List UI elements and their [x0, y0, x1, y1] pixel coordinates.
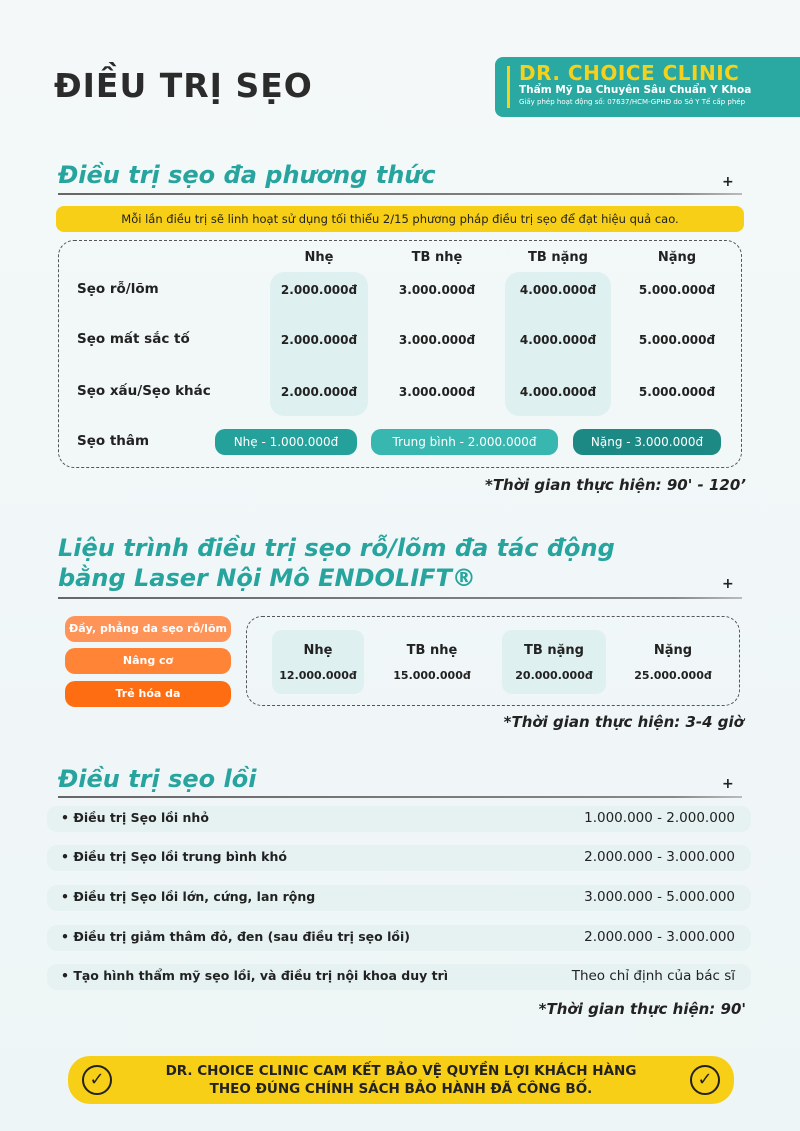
- table-cell: 4.000.000đ: [519, 333, 597, 347]
- benefit-tag: Nâng cơ: [65, 648, 231, 674]
- row-label: Sẹo rỗ/lõm: [77, 281, 159, 297]
- column-header: Nhẹ: [304, 250, 334, 265]
- section2-divider: [58, 597, 742, 599]
- plus-icon: +: [722, 576, 734, 592]
- page-title: ĐIỀU TRỊ SẸO: [54, 66, 313, 105]
- plus-icon: +: [722, 174, 734, 190]
- guarantee-banner: [68, 1056, 734, 1104]
- list-item: [47, 806, 751, 832]
- item-price: 1.000.000 - 2.000.000: [584, 810, 735, 826]
- section2-title-line2: bằng Laser Nội Mô ENDOLIFT®: [58, 564, 476, 592]
- list-item: [47, 925, 751, 951]
- item-label: • Điều trị Sẹo lồi trung bình khó: [61, 849, 287, 864]
- item-label: • Tạo hình thẩm mỹ sẹo lồi, và điều trị nội khoa duy trì: [61, 968, 449, 983]
- list-item: [47, 845, 751, 871]
- guarantee-line2: THEO ĐÚNG CHÍNH SÁCH BẢO HÀNH ĐÃ CÔNG BỐ.: [209, 1081, 593, 1097]
- row-label: Sẹo xấu/Sẹo khác: [77, 383, 211, 399]
- brand-tagline: Thẩm Mỹ Da Chuyên Sâu Chuẩn Y Khoa: [519, 84, 752, 96]
- highlight-tier-nhe: [272, 630, 364, 694]
- tier-label: Nặng: [653, 643, 693, 658]
- table-cell: 4.000.000đ: [519, 283, 597, 297]
- table-cell: 2.000.000đ: [280, 333, 358, 347]
- price-pill-nang: Nặng - 3.000.000đ: [573, 429, 721, 455]
- column-header: Nặng: [657, 250, 697, 265]
- item-label: • Điều trị Sẹo lồi nhỏ: [61, 810, 209, 825]
- row-label-seo-tham: Sẹo thâm: [77, 433, 150, 449]
- item-price: 2.000.000 - 3.000.000: [584, 929, 735, 945]
- list-item: [47, 885, 751, 911]
- item-label: • Điều trị giảm thâm đỏ, đen (sau điều trị sẹo lồi): [61, 929, 410, 944]
- price-pill-nhe: Nhẹ - 1.000.000đ: [215, 429, 357, 455]
- column-header: TB nhẹ: [411, 250, 463, 265]
- section2-title-line1: Liệu trình điều trị sẹo rỗ/lõm đa tác động: [58, 534, 615, 562]
- section2-duration: *Thời gian thực hiện: 3-4 giờ: [503, 713, 744, 731]
- row-label: Sẹo mất sắc tố: [77, 331, 190, 347]
- highlight-tier-tb-nang: [502, 630, 606, 694]
- brand-license: Giấy phép hoạt động số: 07637/HCM-GPHĐ do Sở Y Tế cấp phép: [519, 98, 746, 106]
- table-cell: 5.000.000đ: [638, 385, 716, 399]
- section1-title: Điều trị sẹo đa phương thức: [58, 161, 436, 189]
- item-price: 3.000.000 - 5.000.000: [584, 889, 735, 905]
- item-price: 2.000.000 - 3.000.000: [584, 849, 735, 865]
- section3-title: Điều trị sẹo lồi: [58, 765, 257, 793]
- table-cell: 2.000.000đ: [280, 385, 358, 399]
- section3-divider: [58, 796, 742, 798]
- list-item: [47, 964, 751, 990]
- tier-price: 15.000.000đ: [393, 669, 471, 682]
- tier-label: TB nặng: [524, 643, 584, 658]
- table-cell: 3.000.000đ: [398, 283, 476, 297]
- item-price: Theo chỉ định của bác sĩ: [571, 968, 735, 984]
- section1-duration: *Thời gian thực hiện: 90' - 120’: [484, 476, 746, 494]
- section1-notice: Mỗi lần điều trị sẽ linh hoạt sử dụng tối thiểu 2/15 phương pháp điều trị sẹo để đạt hiệu quả cao.: [56, 206, 744, 232]
- tier-label: TB nhẹ: [406, 643, 458, 658]
- price-pill-trung-binh: Trung bình - 2.000.000đ: [371, 429, 558, 455]
- section1-divider: [58, 193, 742, 195]
- plus-icon: +: [722, 776, 734, 792]
- tier-price: 12.000.000đ: [279, 669, 357, 682]
- table-cell: 5.000.000đ: [638, 333, 716, 347]
- brand-accent-bar: [507, 66, 510, 108]
- benefit-tag: Đầy, phẳng da sẹo rỗ/lõm: [65, 616, 231, 642]
- guarantee-line1: DR. CHOICE CLINIC CAM KẾT BẢO VỆ QUYỀN LỢI KHÁCH HÀNG: [165, 1063, 637, 1079]
- table-cell: 5.000.000đ: [638, 283, 716, 297]
- column-header: TB nặng: [528, 250, 588, 265]
- tier-price: 25.000.000đ: [634, 669, 712, 682]
- table-cell: 4.000.000đ: [519, 385, 597, 399]
- check-circle-icon: ✓: [690, 1065, 720, 1095]
- section3-duration: *Thời gian thực hiện: 90': [538, 1000, 746, 1018]
- table-cell: 3.000.000đ: [398, 385, 476, 399]
- tier-label: Nhẹ: [303, 643, 333, 658]
- tier-price: 20.000.000đ: [515, 669, 593, 682]
- table-cell: 3.000.000đ: [398, 333, 476, 347]
- item-label: • Điều trị Sẹo lồi lớn, cứng, lan rộng: [61, 889, 316, 904]
- brand-name: DR. CHOICE CLINIC: [519, 61, 740, 85]
- brand-banner: [495, 57, 800, 117]
- table-cell: 2.000.000đ: [280, 283, 358, 297]
- benefit-tag: Trẻ hóa da: [65, 681, 231, 707]
- check-circle-icon: ✓: [82, 1065, 112, 1095]
